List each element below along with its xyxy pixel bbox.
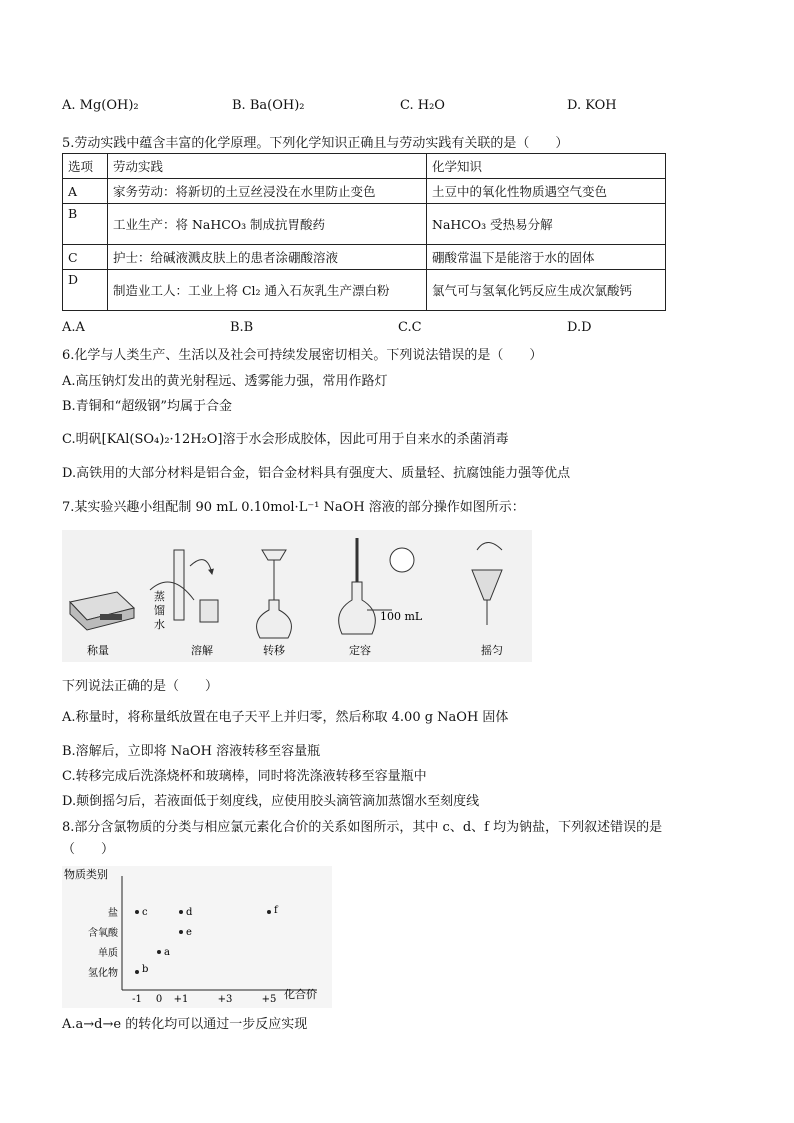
q4-option-d: D. KOH bbox=[567, 98, 617, 113]
table-header-cell: 化学知识 bbox=[427, 154, 666, 179]
table-cell: 硼酸常温下是能溶于水的固体 bbox=[427, 245, 666, 270]
q7-option-d: D.颠倒摇匀后，若液面低于刻度线，应使用胶头滴管滴加蒸馏水至刻度线 bbox=[62, 794, 480, 809]
q7-option-b: B.溶解后，立即将 NaOH 溶液转移至容量瓶 bbox=[62, 744, 321, 759]
figure-text: 馏 bbox=[154, 604, 165, 617]
figure-label-weighing: 称量 bbox=[87, 644, 109, 657]
figure-label-fixing-volume: 定容 bbox=[349, 644, 371, 657]
table-header-row bbox=[63, 154, 666, 179]
q8-stem-line2: （ ） bbox=[62, 842, 115, 857]
q5-table bbox=[62, 153, 666, 311]
point-label: d bbox=[186, 907, 193, 918]
table-cell: 工业生产：将 NaHCO₃ 制成抗胃酸药 bbox=[108, 204, 427, 245]
q7-option-c: C.转移完成后洗涤烧杯和玻璃棒，同时将洗涤液转移至容量瓶中 bbox=[62, 769, 427, 784]
figure-label-dissolving: 溶解 bbox=[191, 644, 213, 657]
q6-option-a: A.高压钠灯发出的黄光射程远、透雾能力强，常用作路灯 bbox=[62, 374, 388, 389]
table-cell: A bbox=[63, 179, 108, 204]
table-cell: 制造业工人：工业上将 Cl₂ 通入石灰乳生产漂白粉 bbox=[108, 270, 427, 311]
table-cell: 家务劳动：将新切的土豆丝浸没在水里防止变色 bbox=[108, 179, 427, 204]
q5-options bbox=[62, 320, 662, 338]
q4-option-c: C. H₂O bbox=[400, 98, 445, 113]
table-row bbox=[63, 204, 666, 245]
table-cell: 护士：给碱液溅皮肤上的患者涂硼酸溶液 bbox=[108, 245, 427, 270]
table-row bbox=[63, 179, 666, 204]
table-cell: B bbox=[63, 204, 108, 245]
q6-option-d: D.高铁用的大部分材料是铝合金，铝合金材料具有强度大、质量轻、抗腐蚀能力强等优点 bbox=[62, 466, 571, 481]
table-cell: 氯气可与氢氧化钙反应生成次氯酸钙 bbox=[427, 270, 666, 311]
table-cell: D bbox=[63, 270, 108, 311]
data-point-e bbox=[179, 930, 183, 934]
q4-option-b: B. Ba(OH)₂ bbox=[232, 98, 305, 113]
q7-option-a: A.称量时，将称量纸放置在电子天平上并归零，然后称取 4.00 g NaOH 固体 bbox=[62, 710, 509, 725]
table-row bbox=[63, 245, 666, 270]
table-header-cell: 劳动实践 bbox=[108, 154, 427, 179]
x-tick-label: 0 bbox=[155, 994, 163, 1005]
table-cell: 土豆中的氧化性物质遇空气变色 bbox=[427, 179, 666, 204]
table-header-cell: 选项 bbox=[63, 154, 108, 179]
q7-figure bbox=[62, 530, 532, 662]
figure-text: 水 bbox=[154, 618, 165, 631]
point-label: c bbox=[142, 907, 148, 918]
x-axis-label: 化合价 bbox=[284, 988, 317, 1001]
q8-chart bbox=[62, 866, 332, 1008]
y-tick-label: 氢化物 bbox=[88, 968, 118, 979]
point-label: a bbox=[164, 947, 170, 958]
point-label: e bbox=[186, 927, 192, 938]
q5-option-c: C.C bbox=[398, 320, 422, 335]
q5-stem: 5.劳动实践中蕴含丰富的化学原理。下列化学知识正确且与劳动实践有关联的是（ ） bbox=[62, 136, 569, 151]
y-axis-label: 物质类别 bbox=[64, 868, 108, 881]
q4-option-a: A. Mg(OH)₂ bbox=[62, 98, 139, 113]
q8-stem-line1: 8.部分含氯物质的分类与相应氯元素化合价的关系如图所示，其中 c、d、f 均为钠盐，下列叙述错误的是 bbox=[62, 820, 663, 835]
point-label: f bbox=[274, 905, 278, 916]
data-point-c bbox=[135, 910, 139, 914]
y-tick-label: 单质 bbox=[98, 948, 118, 959]
q6-option-b: B.青铜和“超级钢”均属于合金 bbox=[62, 399, 232, 414]
table-cell: NaHCO₃ 受热易分解 bbox=[427, 204, 666, 245]
q8-option-a: A.a→d→e 的转化均可以通过一步反应实现 bbox=[62, 1017, 308, 1032]
y-tick-label: 含氧酸 bbox=[88, 928, 118, 939]
y-tick-label: 盐 bbox=[108, 908, 118, 919]
data-point-b bbox=[135, 970, 139, 974]
figure-label-shaking: 摇匀 bbox=[481, 644, 503, 657]
figure-text: 100 mL bbox=[380, 610, 423, 623]
data-point-a bbox=[157, 950, 161, 954]
point-label: b bbox=[142, 964, 149, 975]
x-tick-label: +5 bbox=[261, 994, 277, 1005]
q5-option-b: B.B bbox=[230, 320, 254, 335]
q6-stem: 6.化学与人类生产、生活以及社会可持续发展密切相关。下列说法错误的是（ ） bbox=[62, 348, 543, 363]
q7-stem: 7.某实验兴趣小组配制 90 mL 0.10mol·L⁻¹ NaOH 溶液的部分操作如图所示： bbox=[62, 500, 525, 515]
data-point-f bbox=[267, 910, 271, 914]
q4-options bbox=[62, 98, 742, 120]
x-tick-label: +1 bbox=[173, 994, 189, 1005]
x-tick-label: -1 bbox=[132, 994, 142, 1005]
x-tick-label: +3 bbox=[217, 994, 233, 1005]
data-point-d bbox=[179, 910, 183, 914]
figure-text: 蒸 bbox=[154, 590, 165, 603]
q5-option-a: A.A bbox=[62, 320, 85, 335]
q5-option-d: D.D bbox=[567, 320, 592, 335]
figure-label-transfer: 转移 bbox=[263, 644, 285, 657]
q6-option-c: C.明矾[KAl(SO₄)₂·12H₂O]溶于水会形成胶体，因此可用于自来水的杀菌消毒 bbox=[62, 432, 509, 447]
table-row bbox=[63, 270, 666, 311]
table-cell: C bbox=[63, 245, 108, 270]
q7-question: 下列说法正确的是（ ） bbox=[62, 679, 219, 694]
